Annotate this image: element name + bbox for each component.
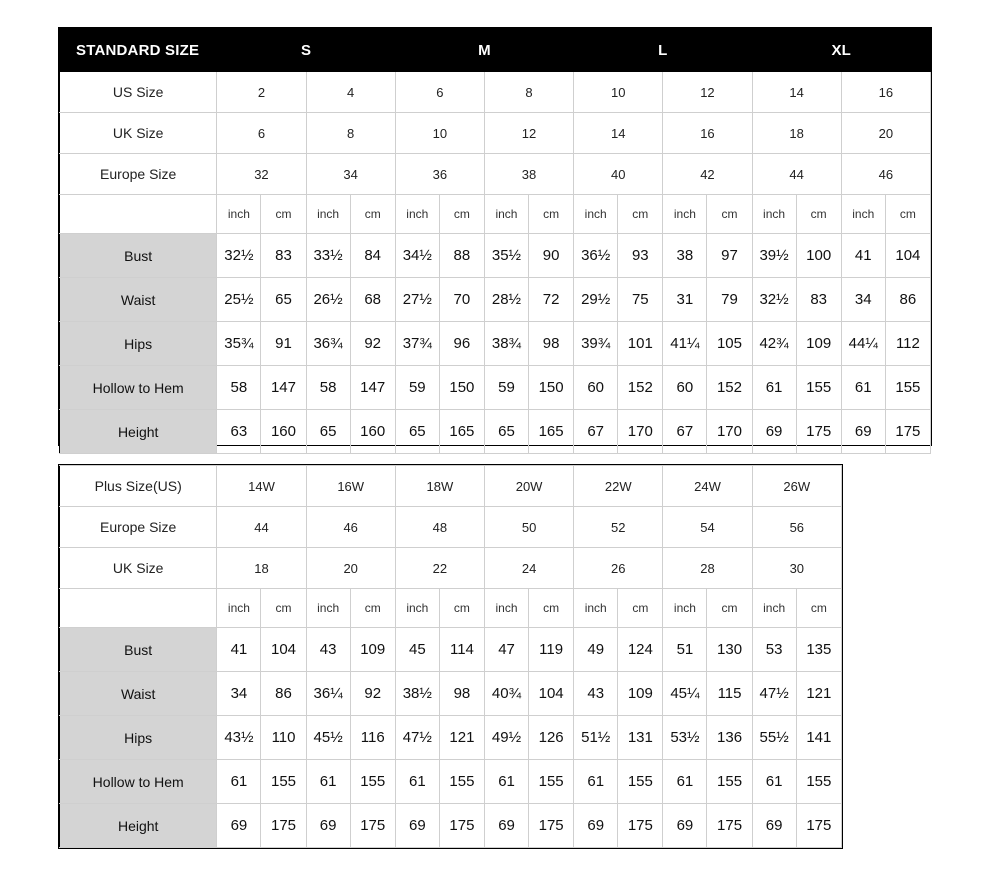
cell-value: 130 [707,628,752,672]
cell-value: 98 [529,322,574,366]
cell-value: 54 [663,507,752,548]
unit-cell: inch [663,195,707,234]
cell-value: 61 [484,760,528,804]
cell-value: 155 [707,760,752,804]
cell-value: 104 [529,672,574,716]
cell-value: 10 [574,72,663,113]
row-label-uk-size: UK Size [60,113,217,154]
cell-value: 109 [796,322,841,366]
cell-value: 41 [217,628,261,672]
cell-value: 29½ [574,278,618,322]
unit-cell: cm [796,195,841,234]
cell-value: 63 [217,410,261,454]
cell-value: 104 [885,234,930,278]
cell-value: 69 [217,804,261,848]
cell-value: 79 [707,278,752,322]
cell-value: 59 [395,366,439,410]
row-label-waist-plus: Waist [60,672,217,716]
cell-value: 22 [395,548,484,589]
cell-value: 18W [395,466,484,507]
cell-value: 61 [395,760,439,804]
cell-value: 42¾ [752,322,796,366]
cell-value: 46 [306,507,395,548]
standard-size-table [58,27,932,446]
cell-value: 136 [707,716,752,760]
table-row [60,410,931,454]
unit-cell: cm [796,589,841,628]
cell-value: 34 [306,154,395,195]
cell-value: 61 [663,760,707,804]
cell-value: 175 [796,410,841,454]
unit-cell: inch [663,589,707,628]
cell-value: 12 [484,113,573,154]
row-label-hips-plus: Hips [60,716,217,760]
standard-header-label: STANDARD SIZE [60,29,217,72]
cell-value: 92 [350,672,395,716]
cell-value: 98 [439,672,484,716]
cell-value: 47½ [752,672,796,716]
row-label-hollow-to-hem: Hollow to Hem [60,366,217,410]
cell-value: 45½ [306,716,350,760]
unit-cell: cm [885,195,930,234]
unit-cell: cm [439,589,484,628]
cell-value: 41 [841,234,885,278]
unit-row-label [60,589,217,628]
cell-value: 131 [618,716,663,760]
cell-value: 86 [885,278,930,322]
cell-value: 69 [306,804,350,848]
table-row [60,234,931,278]
row-label-hollow-to-hem-plus: Hollow to Hem [60,760,217,804]
row-label-hips: Hips [60,322,217,366]
cell-value: 83 [261,234,306,278]
unit-cell: inch [306,195,350,234]
table-row [60,507,842,548]
table-row [60,672,842,716]
cell-value: 12 [663,72,752,113]
unit-cell: cm [707,195,752,234]
standard-size-grid [59,28,931,454]
cell-value: 6 [395,72,484,113]
cell-value: 20 [841,113,930,154]
unit-cell: inch [484,195,528,234]
cell-value: 58 [306,366,350,410]
cell-value: 43½ [217,716,261,760]
cell-value: 83 [796,278,841,322]
cell-value: 91 [261,322,306,366]
unit-cell: inch [752,195,796,234]
cell-value: 32 [217,154,306,195]
cell-value: 31 [663,278,707,322]
cell-value: 51½ [574,716,618,760]
cell-value: 25½ [217,278,261,322]
row-label-height-plus: Height [60,804,217,848]
cell-value: 18 [752,113,841,154]
unit-cell: cm [529,195,574,234]
cell-value: 49 [574,628,618,672]
table-row [60,760,842,804]
cell-value: 112 [885,322,930,366]
cell-value: 155 [618,760,663,804]
cell-value: 59 [484,366,528,410]
cell-value: 60 [574,366,618,410]
unit-cell: cm [707,589,752,628]
standard-unit-row [60,195,931,234]
cell-value: 124 [618,628,663,672]
table-row [60,113,931,154]
cell-value: 32½ [752,278,796,322]
cell-value: 44 [752,154,841,195]
cell-value: 155 [261,760,306,804]
cell-value: 24 [484,548,573,589]
cell-value: 39½ [752,234,796,278]
cell-value: 104 [261,628,306,672]
unit-cell: cm [618,589,663,628]
cell-value: 14 [752,72,841,113]
cell-value: 109 [618,672,663,716]
unit-cell: inch [217,195,261,234]
cell-value: 26½ [306,278,350,322]
cell-value: 61 [574,760,618,804]
row-label-europe-size: Europe Size [60,154,217,195]
unit-cell: inch [306,589,350,628]
table-row [60,628,842,672]
cell-value: 135 [796,628,841,672]
cell-value: 105 [707,322,752,366]
cell-value: 69 [395,804,439,848]
cell-value: 126 [529,716,574,760]
cell-value: 14W [217,466,306,507]
cell-value: 38 [484,154,573,195]
cell-value: 43 [574,672,618,716]
cell-value: 10 [395,113,484,154]
cell-value: 56 [752,507,841,548]
cell-value: 92 [350,322,395,366]
cell-value: 16 [841,72,930,113]
cell-value: 160 [261,410,306,454]
cell-value: 16W [306,466,395,507]
cell-value: 43 [306,628,350,672]
cell-value: 34 [841,278,885,322]
cell-value: 44¼ [841,322,885,366]
cell-value: 170 [707,410,752,454]
cell-value: 88 [439,234,484,278]
cell-value: 155 [796,366,841,410]
standard-group-m: M [395,29,573,72]
cell-value: 160 [350,410,395,454]
cell-value: 65 [395,410,439,454]
unit-row-label [60,195,217,234]
cell-value: 69 [752,804,796,848]
cell-value: 114 [439,628,484,672]
row-label-waist: Waist [60,278,217,322]
cell-value: 35½ [484,234,528,278]
cell-value: 69 [574,804,618,848]
cell-value: 175 [796,804,841,848]
cell-value: 26 [574,548,663,589]
cell-value: 175 [350,804,395,848]
cell-value: 121 [796,672,841,716]
unit-cell: inch [484,589,528,628]
cell-value: 38¾ [484,322,528,366]
cell-value: 26W [752,466,841,507]
cell-value: 55½ [752,716,796,760]
table-row [60,72,931,113]
cell-value: 96 [439,322,484,366]
cell-value: 121 [439,716,484,760]
unit-cell: inch [217,589,261,628]
unit-cell: cm [529,589,574,628]
unit-cell: cm [439,195,484,234]
row-label-uk-size-plus: UK Size [60,548,217,589]
cell-value: 155 [350,760,395,804]
standard-group-l: L [574,29,752,72]
cell-value: 36¼ [306,672,350,716]
cell-value: 49½ [484,716,528,760]
cell-value: 38 [663,234,707,278]
cell-value: 109 [350,628,395,672]
cell-value: 147 [350,366,395,410]
cell-value: 72 [529,278,574,322]
standard-header-row [60,29,931,72]
cell-value: 100 [796,234,841,278]
cell-value: 155 [885,366,930,410]
unit-cell: cm [261,589,306,628]
unit-cell: inch [752,589,796,628]
cell-value: 150 [439,366,484,410]
cell-value: 36 [395,154,484,195]
row-label-europe-size-plus: Europe Size [60,507,217,548]
cell-value: 152 [618,366,663,410]
cell-value: 50 [484,507,573,548]
cell-value: 53 [752,628,796,672]
cell-value: 155 [439,760,484,804]
cell-value: 28½ [484,278,528,322]
cell-value: 165 [529,410,574,454]
cell-value: 165 [439,410,484,454]
cell-value: 97 [707,234,752,278]
cell-value: 52 [574,507,663,548]
cell-value: 8 [306,113,395,154]
cell-value: 40 [574,154,663,195]
cell-value: 61 [217,760,261,804]
table-row [60,804,842,848]
cell-value: 28 [663,548,752,589]
cell-value: 51 [663,628,707,672]
cell-value: 147 [261,366,306,410]
cell-value: 65 [261,278,306,322]
row-label-plus-size-us: Plus Size(US) [60,466,217,507]
cell-value: 45 [395,628,439,672]
cell-value: 75 [618,278,663,322]
cell-value: 46 [841,154,930,195]
cell-value: 101 [618,322,663,366]
unit-cell: cm [350,589,395,628]
cell-value: 42 [663,154,752,195]
unit-cell: inch [841,195,885,234]
cell-value: 61 [752,366,796,410]
cell-value: 24W [663,466,752,507]
cell-value: 68 [350,278,395,322]
plus-unit-row [60,589,842,628]
table-row [60,278,931,322]
cell-value: 47 [484,628,528,672]
cell-value: 61 [841,366,885,410]
cell-value: 6 [217,113,306,154]
cell-value: 69 [841,410,885,454]
row-label-us-size: US Size [60,72,217,113]
cell-value: 38½ [395,672,439,716]
cell-value: 27½ [395,278,439,322]
cell-value: 69 [663,804,707,848]
table-row [60,322,931,366]
cell-value: 175 [439,804,484,848]
cell-value: 175 [885,410,930,454]
cell-value: 116 [350,716,395,760]
cell-value: 67 [574,410,618,454]
cell-value: 155 [796,760,841,804]
cell-value: 155 [529,760,574,804]
cell-value: 8 [484,72,573,113]
cell-value: 18 [217,548,306,589]
cell-value: 48 [395,507,484,548]
cell-value: 44 [217,507,306,548]
cell-value: 93 [618,234,663,278]
cell-value: 40¾ [484,672,528,716]
cell-value: 175 [618,804,663,848]
standard-group-s: S [217,29,395,72]
cell-value: 36½ [574,234,618,278]
table-row [60,366,931,410]
table-row [60,716,842,760]
cell-value: 33½ [306,234,350,278]
cell-value: 14 [574,113,663,154]
cell-value: 90 [529,234,574,278]
plus-size-table [58,464,843,849]
cell-value: 20W [484,466,573,507]
cell-value: 86 [261,672,306,716]
cell-value: 37¾ [395,322,439,366]
cell-value: 41¼ [663,322,707,366]
cell-value: 30 [752,548,841,589]
cell-value: 53½ [663,716,707,760]
cell-value: 152 [707,366,752,410]
cell-value: 32½ [217,234,261,278]
cell-value: 35¾ [217,322,261,366]
row-label-bust-plus: Bust [60,628,217,672]
cell-value: 39¾ [574,322,618,366]
table-row [60,154,931,195]
cell-value: 69 [752,410,796,454]
row-label-height: Height [60,410,217,454]
cell-value: 150 [529,366,574,410]
cell-value: 119 [529,628,574,672]
cell-value: 34½ [395,234,439,278]
cell-value: 175 [707,804,752,848]
unit-cell: cm [350,195,395,234]
cell-value: 70 [439,278,484,322]
unit-cell: inch [395,195,439,234]
cell-value: 22W [574,466,663,507]
cell-value: 141 [796,716,841,760]
cell-value: 65 [484,410,528,454]
cell-value: 170 [618,410,663,454]
cell-value: 110 [261,716,306,760]
table-row [60,548,842,589]
cell-value: 36¾ [306,322,350,366]
cell-value: 16 [663,113,752,154]
cell-value: 34 [217,672,261,716]
cell-value: 175 [261,804,306,848]
cell-value: 115 [707,672,752,716]
cell-value: 2 [217,72,306,113]
table-row [60,466,842,507]
cell-value: 47½ [395,716,439,760]
unit-cell: inch [574,589,618,628]
cell-value: 58 [217,366,261,410]
unit-cell: cm [261,195,306,234]
unit-cell: inch [574,195,618,234]
row-label-bust: Bust [60,234,217,278]
cell-value: 20 [306,548,395,589]
cell-value: 61 [752,760,796,804]
cell-value: 4 [306,72,395,113]
plus-size-grid [59,465,842,848]
standard-group-xl: XL [752,29,930,72]
unit-cell: inch [395,589,439,628]
cell-value: 60 [663,366,707,410]
unit-cell: cm [618,195,663,234]
cell-value: 69 [484,804,528,848]
cell-value: 175 [529,804,574,848]
cell-value: 67 [663,410,707,454]
cell-value: 45¼ [663,672,707,716]
cell-value: 65 [306,410,350,454]
cell-value: 61 [306,760,350,804]
cell-value: 84 [350,234,395,278]
